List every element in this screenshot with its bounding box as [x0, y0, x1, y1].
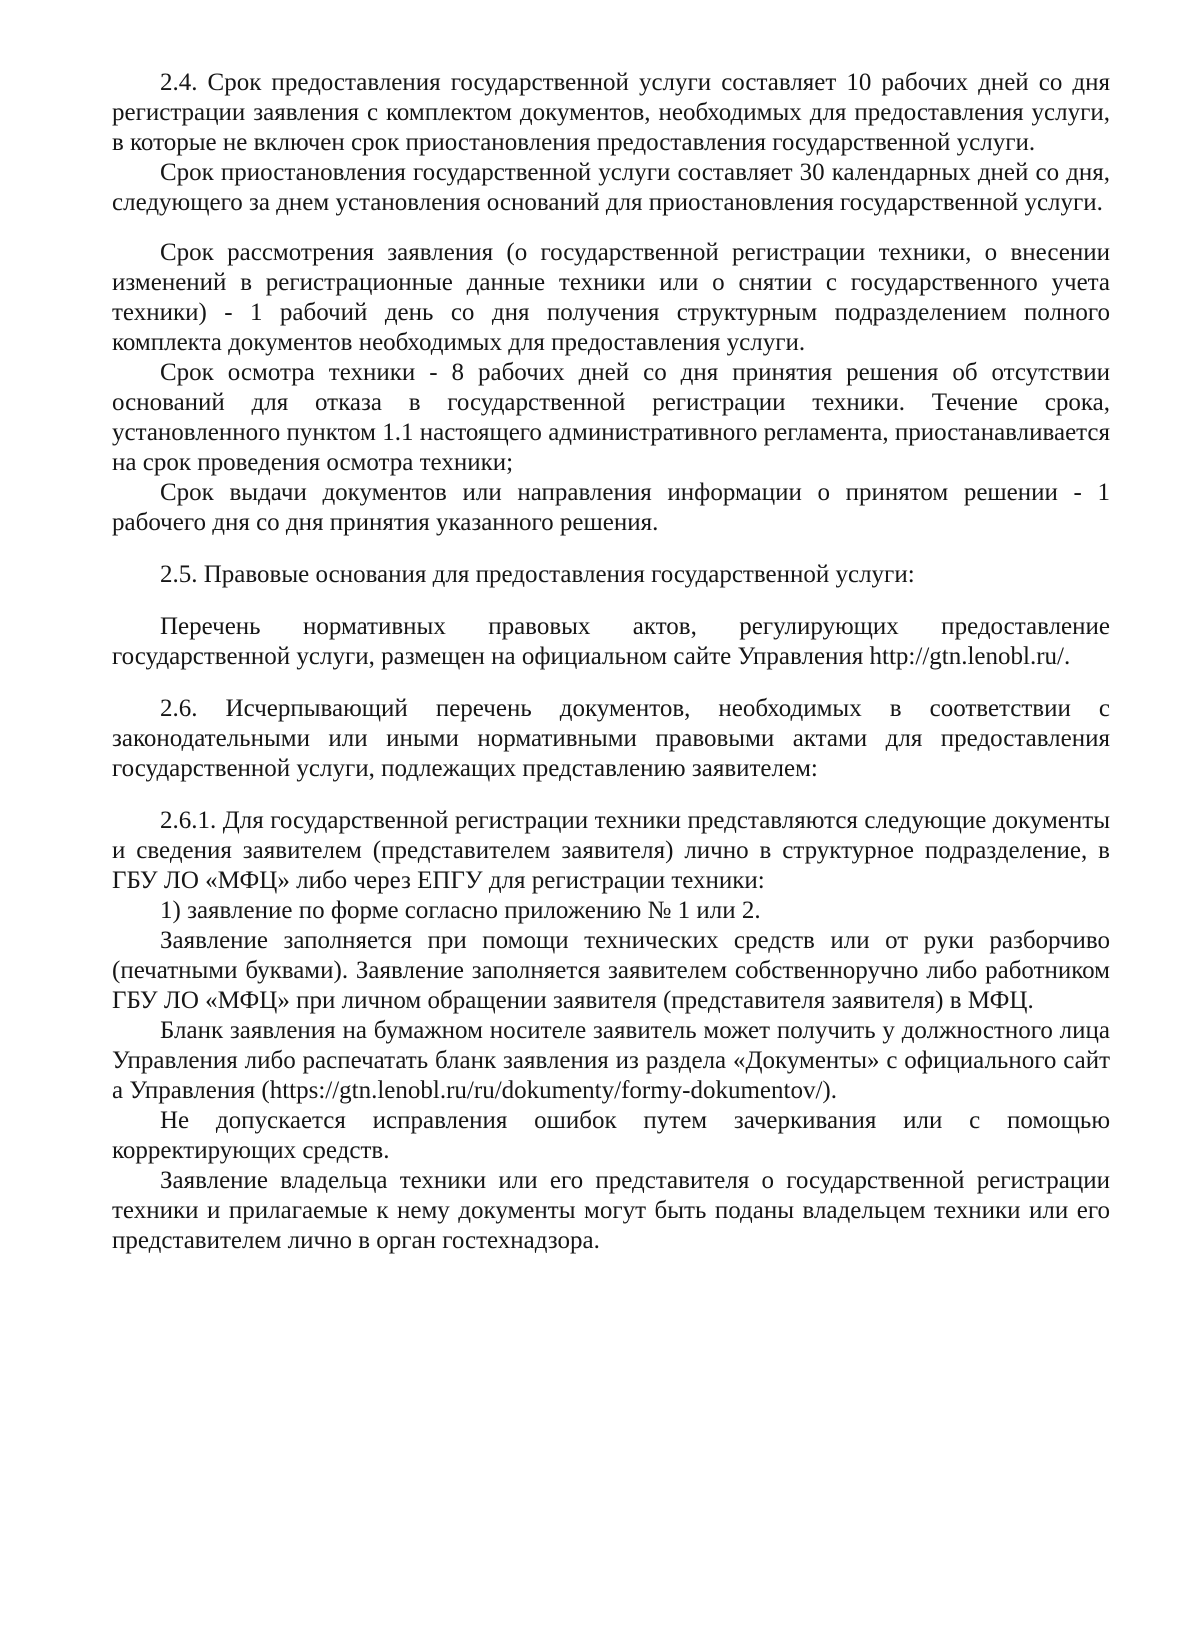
paragraph-inspection-term: Срок осмотра техники - 8 рабочих дней со дня принятия решения об отсутствии оснований для отказа в государственной регистрации техники. Течение срока, установленного пунктом 1.1 настоящего административного регламента, приостанавливается на срок проведения осмотра техники;	[112, 359, 1110, 476]
paragraph-2-6-documents-list: 2.6. Исчерпывающий перечень документов, необходимых в соответствии с законодательными или иными нормативными правовыми актами для предоставления государственной услуги, подлежащих представлению заявителем:	[112, 695, 1110, 782]
paragraph-owner-submission: Заявление владельца техники или его представителя о государственной регистрации техники и прилагаемые к нему документы могут быть поданы владельцем техники или его представителем лично в орган гостехнадзора.	[112, 1167, 1110, 1254]
paragraph-2-6-1-registration-docs: 2.6.1. Для государственной регистрации техники представляются следующие документы и сведения заявителем (представителем заявителя) лично в структурное подразделение, в ГБУ ЛО «МФЦ» либо через ЕПГУ для регистрации техники:	[112, 807, 1110, 894]
paragraph-legal-acts-list: Перечень нормативных правовых актов, регулирующих предоставление государственной услуги, размещен на официальном сайте Управления http://gtn.lenobl.ru/.	[112, 613, 1110, 670]
paragraph-no-corrections: Не допускается исправления ошибок путем зачеркивания или с помощью корректирующих средств.	[112, 1107, 1110, 1164]
paragraph-application-filling: Заявление заполняется при помощи технических средств или от руки разборчиво (печатными буквами). Заявление заполняется заявителем собственноручно либо работником ГБУ ЛО «МФЦ» при личном обращении заявителя (представителя заявителя) в МФЦ.	[112, 927, 1110, 1014]
list-item-application-form: 1) заявление по форме согласно приложению № 1 или 2.	[160, 897, 761, 924]
paragraph-review-term: Срок рассмотрения заявления (о государственной регистрации техники, о внесении изменений в регистрационные данные техники или о снятии с государственного учета техники) - 1 рабочий день со дня получения структурным подразделением полного комплекта документов необходимых для предоставления услуги.	[112, 239, 1110, 356]
paragraph-suspension-term: Срок приостановления государственной услуги составляет 30 календарных дней со дня, следующего за днем установления оснований для приостановления государственной услуги.	[112, 159, 1110, 216]
paragraph-application-blank: Бланк заявления на бумажном носителе заявитель может получить у должностного лица Управления либо распечатать бланк заявления из раздела «Документы» с официального сайта Управления (https://gtn.lenobl.ru/ru/dokumenty/formy-dokumentov/).	[112, 1017, 1110, 1104]
paragraph-2-4-service-term: 2.4. Срок предоставления государственной услуги составляет 10 рабочих дней со дня регистрации заявления с комплектом документов, необходимых для предоставления услуги, в которые не включен срок приостановления предоставления государственной услуги.	[112, 69, 1110, 156]
paragraph-issue-term: Срок выдачи документов или направления информации о принятом решении - 1 рабочего дня со дня принятия указанного решения.	[112, 479, 1110, 536]
paragraph-2-5-heading: 2.5. Правовые основания для предоставления государственной услуги:	[160, 561, 915, 588]
